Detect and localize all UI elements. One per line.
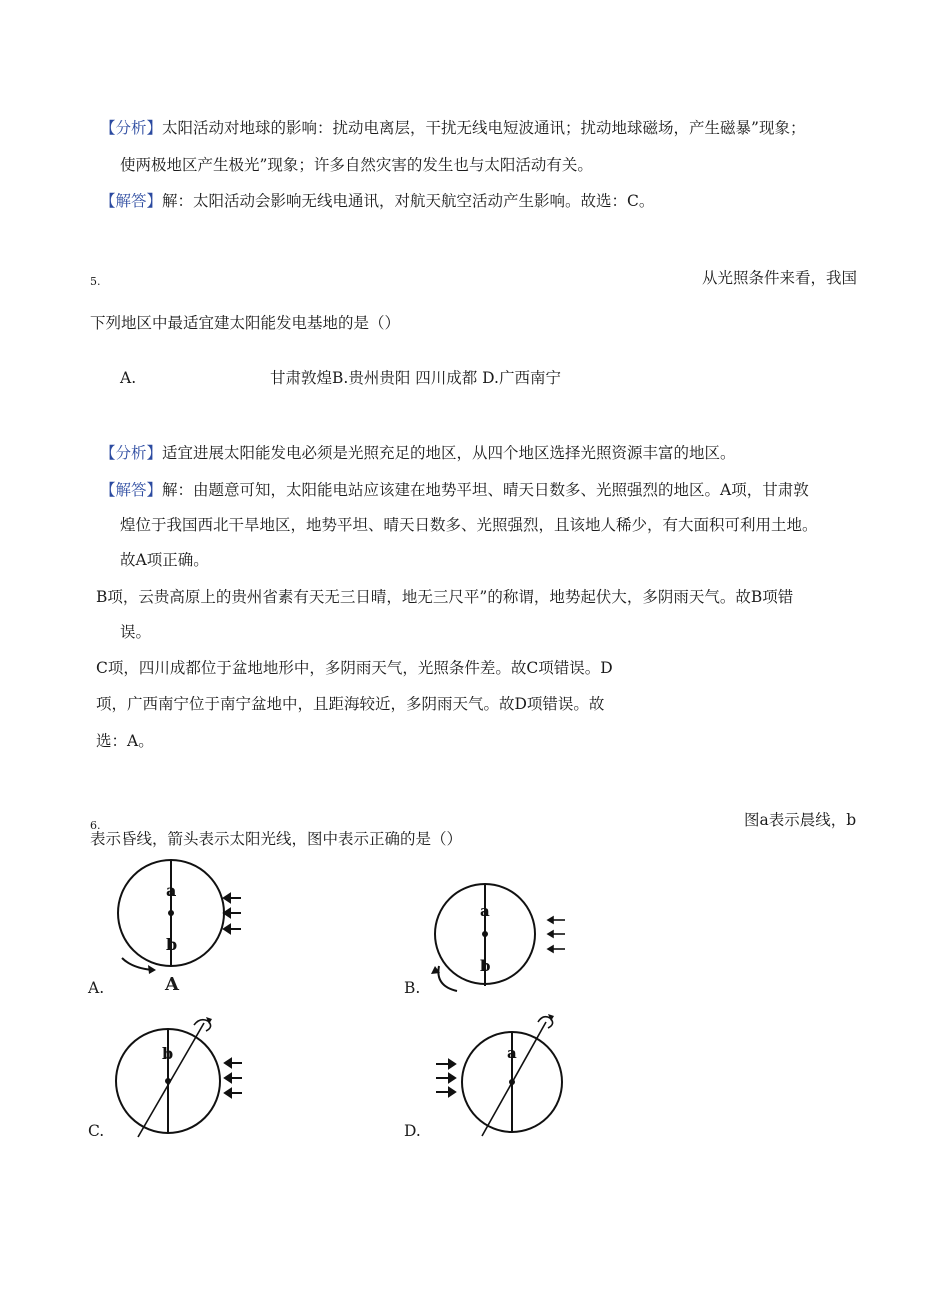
diagram-d <box>428 1012 588 1137</box>
q5-options: 甘肃敦煌B.贵州贵阳 四川成都 D.广西南宁 <box>270 369 561 387</box>
q5-answer-line7: 项，广西南宁位于南宁盆地中，且距海较近，多阴雨天气。故D项错误。故 <box>96 695 605 713</box>
q5-answer-line8: 选：A。 <box>96 732 154 750</box>
answer-text: 解：太阳活动会影响无线电通讯，对航天航空活动产生影响。故选：C。 <box>162 192 655 210</box>
diagram-b-bottom-label: b <box>480 957 491 975</box>
analysis-tag: 【分析】 <box>100 444 163 462</box>
diagram-d-label: a <box>507 1044 517 1062</box>
q5-answer-line2: 煌位于我国西北干旱地区，地势平坦、晴天日数多、光照强烈，且该地人稀少，有大面积可利用土地。 <box>120 516 818 534</box>
q5-answer-line3: 故A项正确。 <box>120 551 209 569</box>
q6-option-a-extra: A <box>165 974 179 995</box>
q5-stem-right: 从光照条件来看，我国 <box>702 269 858 287</box>
q5-analysis <box>100 443 736 463</box>
q6-option-b: B. <box>404 979 421 997</box>
answer-tag: 【解答】 <box>100 192 163 210</box>
q4-answer <box>100 191 654 211</box>
q6-number: 6. <box>90 819 101 832</box>
q5-stem: 下列地区中最适宜建太阳能发电基地的是（） <box>90 314 401 332</box>
diagram-a <box>108 858 258 978</box>
q6-option-c: C. <box>88 1122 105 1140</box>
diagram-b-top-label: a <box>480 902 490 920</box>
diagram-a-top-label: a <box>166 881 177 900</box>
q6-option-d: D. <box>404 1122 421 1140</box>
sunlight-arrows <box>436 1060 455 1096</box>
rotation-arrow-icon <box>438 966 457 991</box>
answer-tag: 【解答】 <box>100 481 163 499</box>
sunlight-arrows <box>224 894 241 933</box>
q5-answer-line5: 误。 <box>120 623 152 641</box>
sunlight-arrows <box>548 917 565 952</box>
q5-answer <box>100 480 809 500</box>
analysis-text: 太阳活动对地球的影响：扰动电离层，干扰无线电短波通讯；扰动地球磁场，产生磁暴”现象； <box>162 119 806 137</box>
diagram-c <box>108 1015 258 1140</box>
q6-stem-right: 图a表示晨线，b <box>744 811 857 829</box>
diagram-b <box>425 882 575 997</box>
diagram-c-label: b <box>162 1044 174 1063</box>
q6-option-a: A. <box>88 979 105 997</box>
analysis-tag: 【分析】 <box>100 119 163 137</box>
q5-option-a-label: A. <box>120 369 137 387</box>
q5-answer-line6: C项，四川成都位于盆地地形中，多阴雨天气，光照条件差。故C项错误。D <box>96 659 613 677</box>
q4-analysis <box>100 118 805 138</box>
answer-text: 解：由题意可知，太阳能电站应该建在地势平坦、晴天日数多、光照强烈的地区。A项，甘肃敦 <box>162 481 809 499</box>
q6-stem: 表示昏线，箭头表示太阳光线，图中表示正确的是（） <box>90 830 463 848</box>
analysis-text: 适宜进展太阳能发电必须是光照充足的地区，从四个地区选择光照资源丰富的地区。 <box>162 444 736 462</box>
sunlight-arrows <box>225 1059 242 1097</box>
q4-analysis-line2: 使两极地区产生极光”现象；许多自然灾害的发生也与太阳活动有关。 <box>120 156 593 174</box>
diagram-a-bottom-label: b <box>166 935 178 954</box>
q5-number: 5. <box>90 275 101 288</box>
q5-answer-line4: B项，云贵高原上的贵州省素有天无三日晴，地无三尺平”的称谓，地势起伏大，多阴雨天气。故B项错 <box>96 588 794 606</box>
